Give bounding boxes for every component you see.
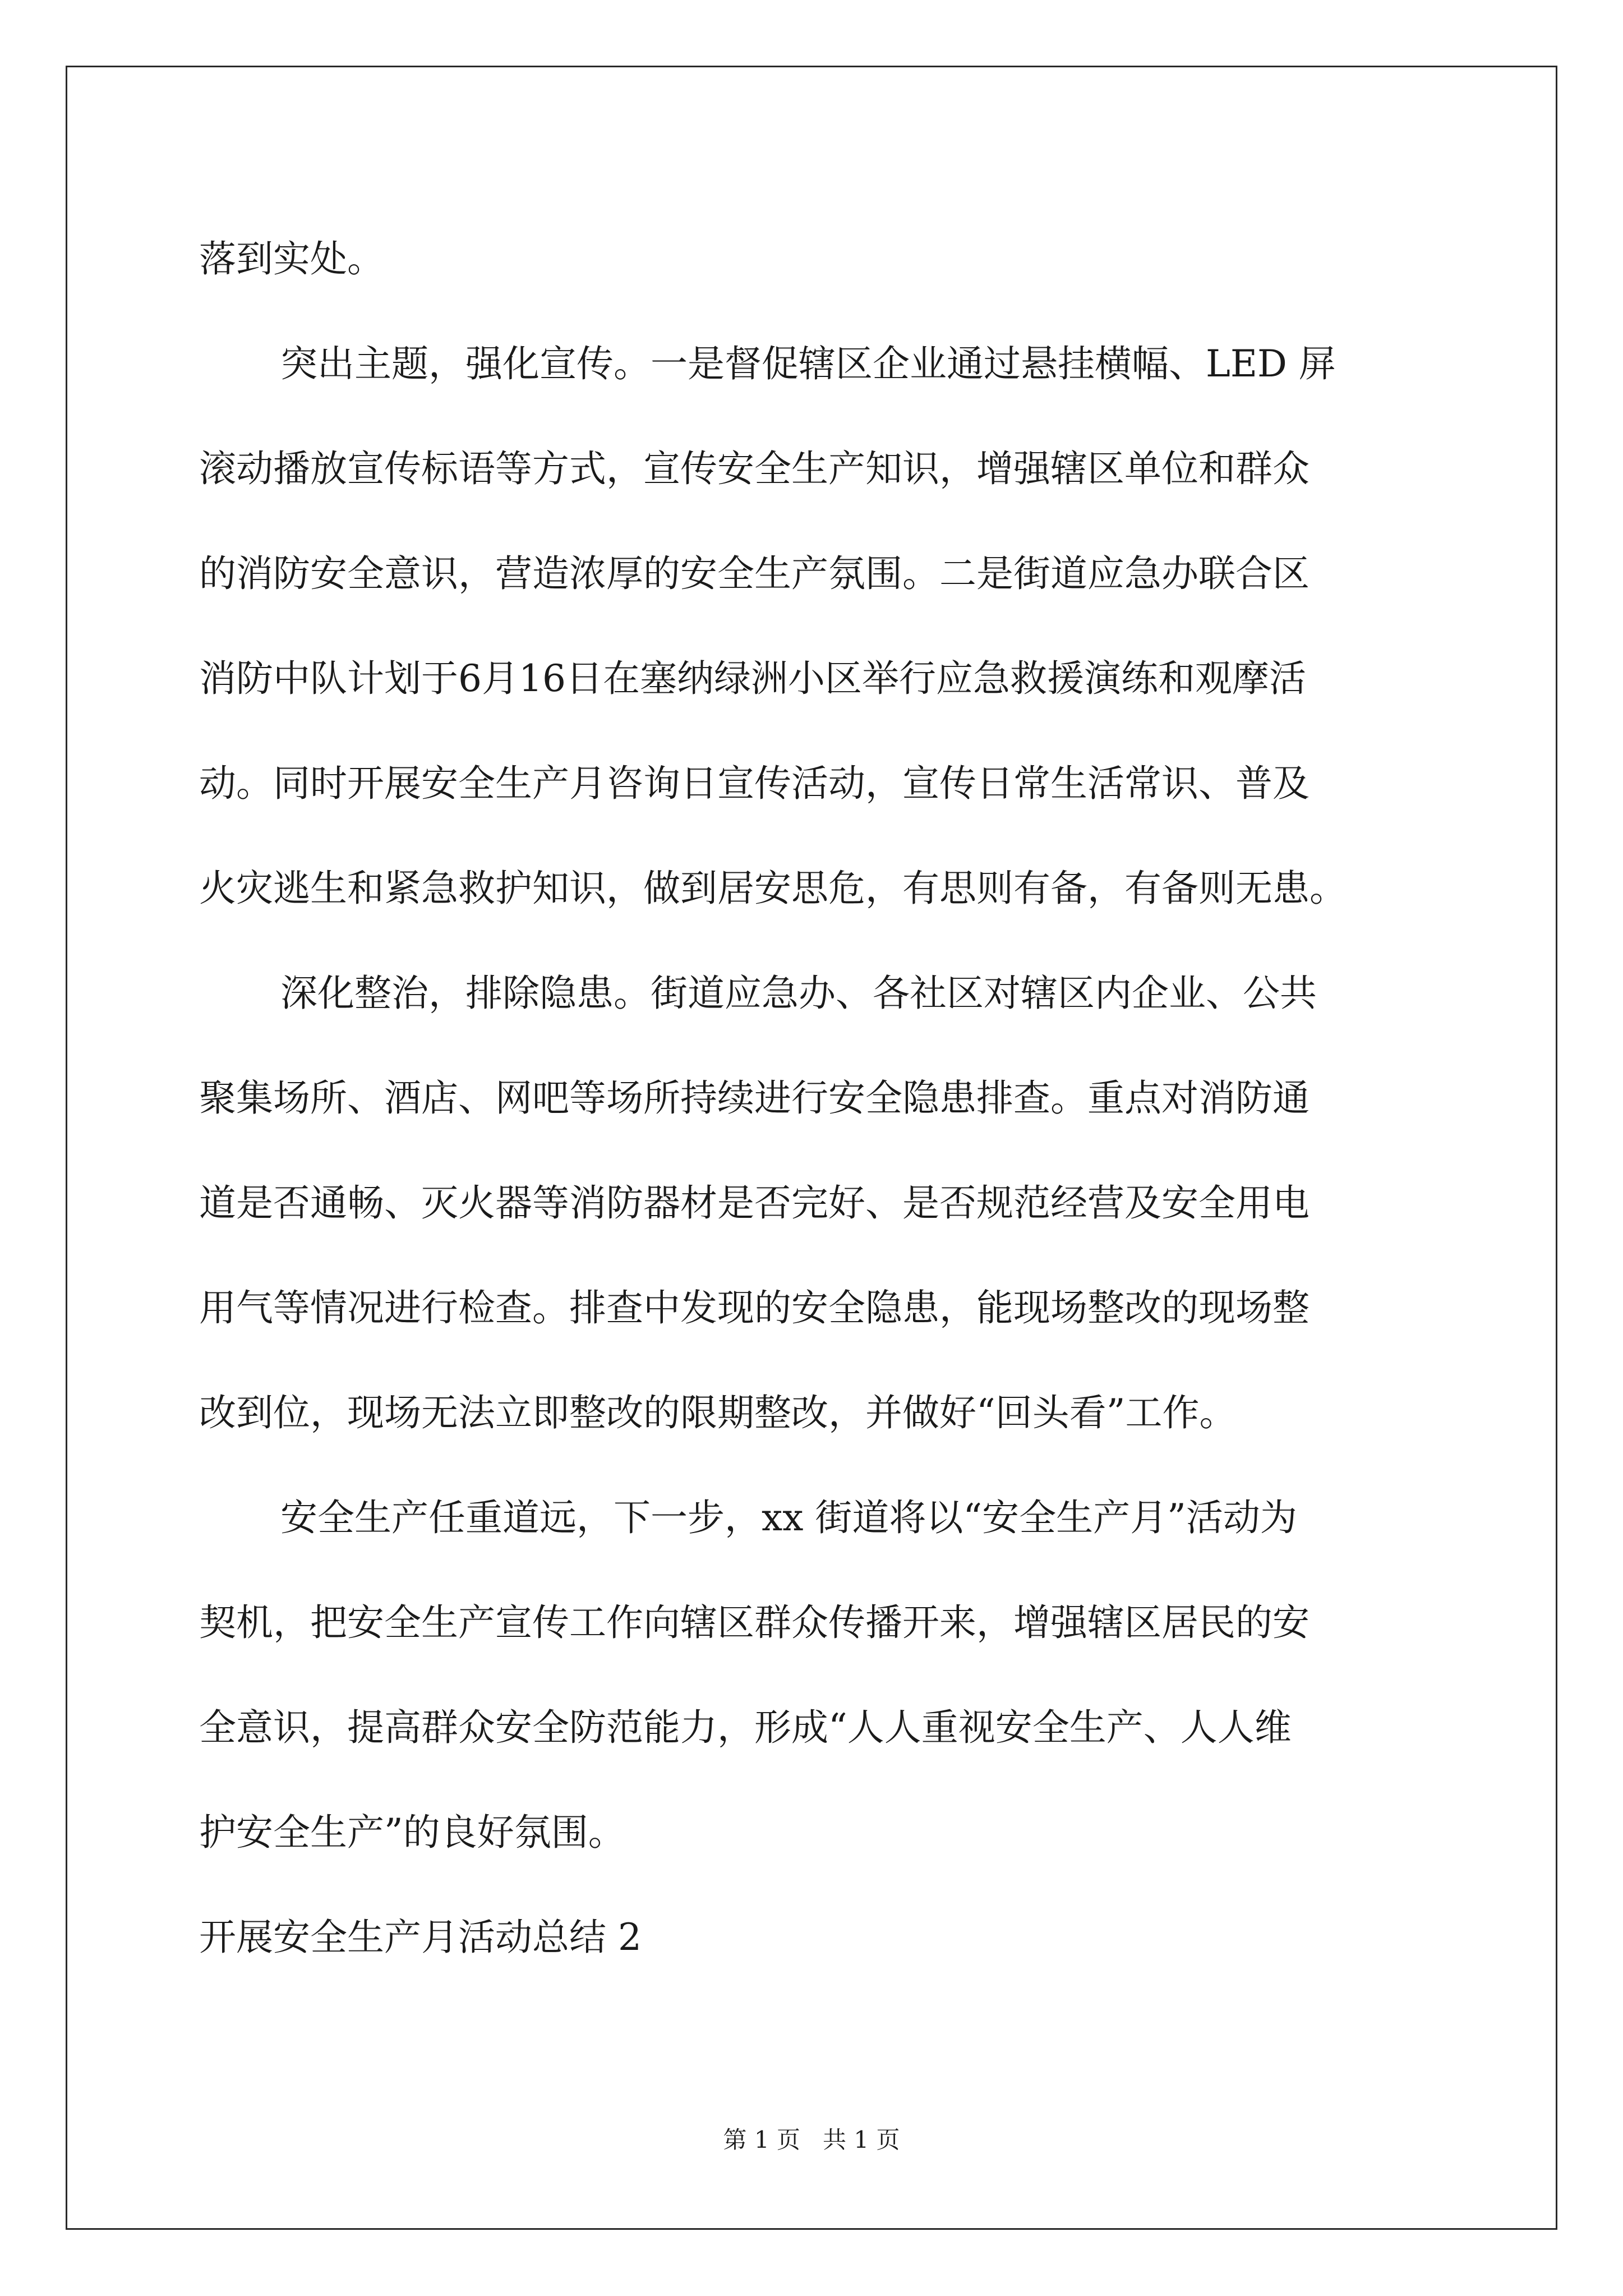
- text-line: 动。同时开展安全生产月咨询日宣传活动，宣传日常生活常识、普及: [199, 762, 1310, 805]
- text-line: 滚动播放宣传标语等方式，宣传安全生产知识，增强辖区单位和群众: [199, 447, 1310, 490]
- text-line: 改到位，现场无法立即整改的限期整改，并做好“回头看”工作。: [199, 1391, 1237, 1434]
- page-footer: [0, 2122, 1623, 2155]
- text-line: 用气等情况进行检查。排查中发现的安全隐患，能现场整改的现场整: [199, 1286, 1310, 1329]
- paragraph-1: [199, 206, 1424, 311]
- text-line: 道是否通畅、灭火器等消防器材是否完好、是否规范经营及安全用电: [199, 1181, 1310, 1225]
- text-line: 火灾逃生和紧急救护知识，做到居安思危，有思则有备，有备则无患。: [199, 867, 1347, 910]
- text-line: 聚集场所、酒店、网吧等场所持续进行安全隐患排查。重点对消防通: [199, 1076, 1310, 1120]
- text-line: 的消防安全意识，营造浓厚的安全生产氛围。二是街道应急办联合区: [199, 552, 1310, 595]
- text-line: 深化整治，排除隐患。街道应急办、各社区对辖区内企业、公共: [280, 972, 1317, 1015]
- paragraph-2: [199, 311, 1424, 941]
- page-number: 第 1 页: [723, 2126, 800, 2154]
- paragraph-3: [199, 941, 1424, 1465]
- text-line: 契机，把安全生产宣传工作向辖区群众传播开来，增强辖区居民的安: [199, 1601, 1310, 1644]
- paragraph-4: [199, 1465, 1424, 1885]
- text-line: 全意识，提高群众安全防范能力，形成“人人重视安全生产、人人维: [199, 1706, 1292, 1749]
- text-line: 护安全生产”的良好氛围。: [199, 1811, 625, 1854]
- text-line: 消防中队计划于6月16日在塞纳绿洲小区举行应急救援演练和观摩活: [199, 657, 1306, 700]
- page-total: 共 1 页: [823, 2126, 900, 2154]
- document-body: [199, 206, 1424, 1990]
- text-line: 安全生产任重道远，下一步，xx 街道将以“安全生产月”活动为: [280, 1496, 1297, 1539]
- section-heading: 开展安全生产月活动总结 2: [199, 1916, 642, 1959]
- text-line: 落到实处。: [199, 237, 384, 280]
- text-line: 突出主题，强化宣传。一是督促辖区企业通过悬挂横幅、LED 屏: [280, 342, 1336, 385]
